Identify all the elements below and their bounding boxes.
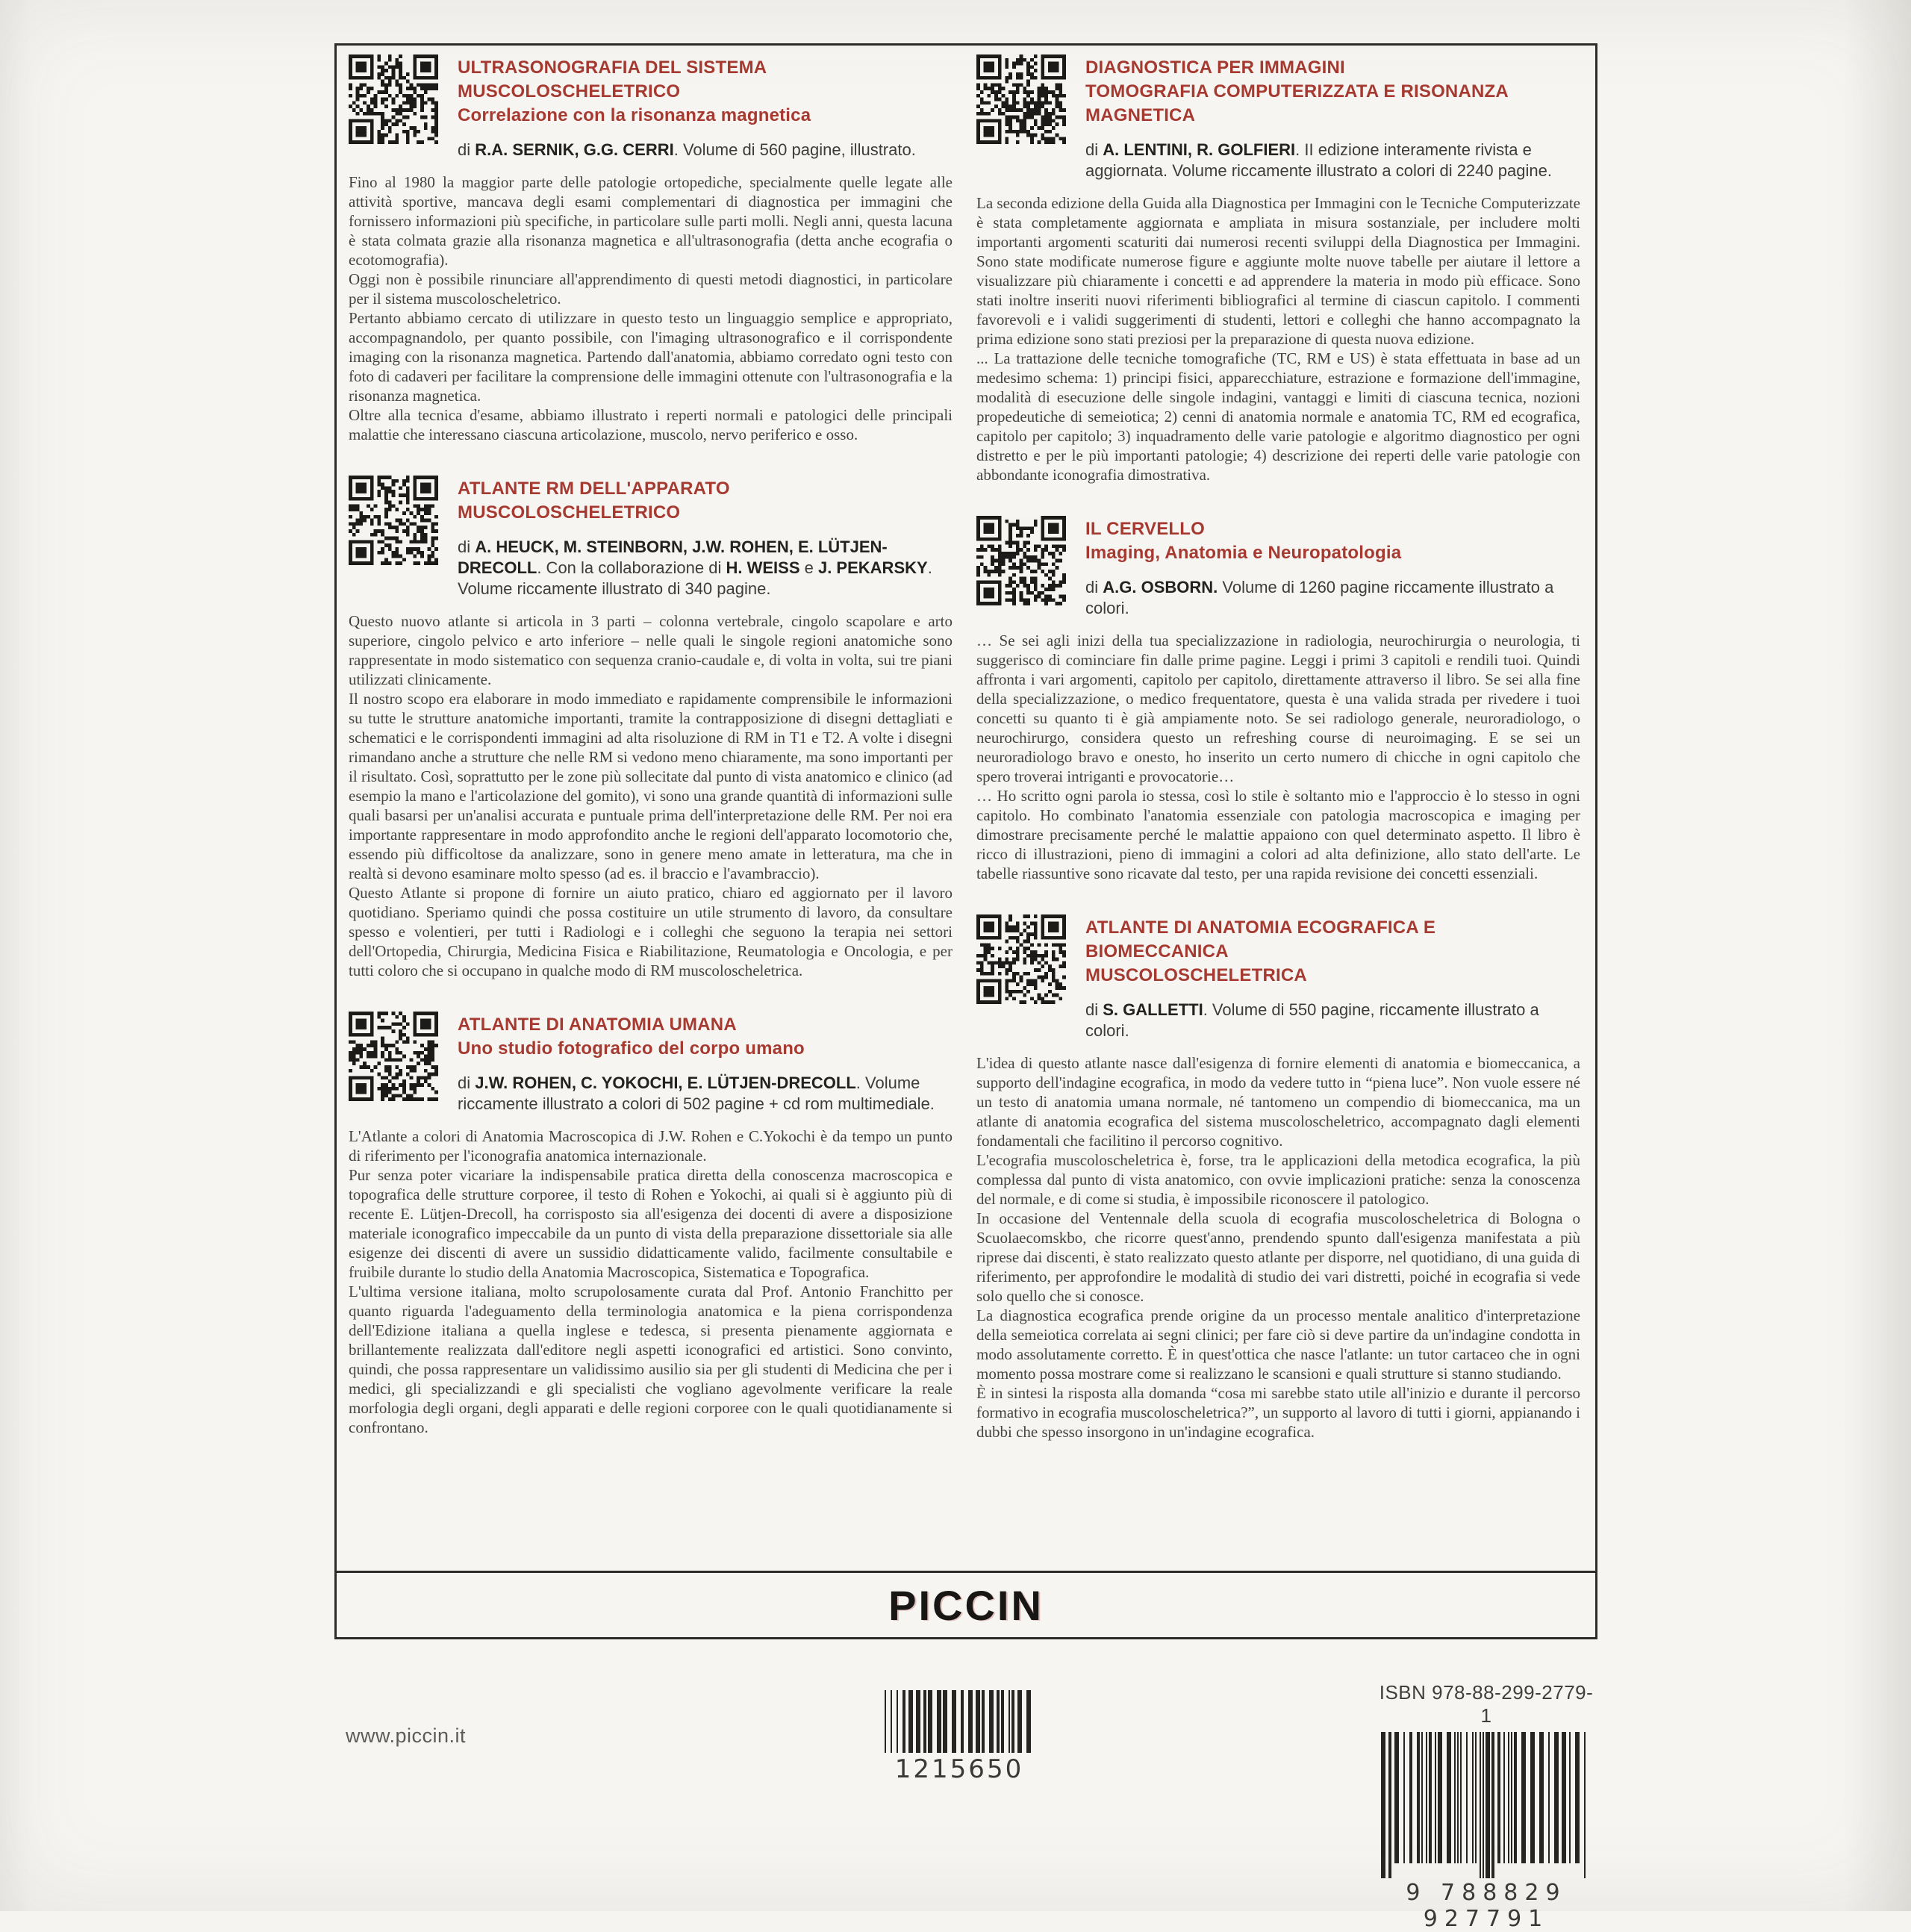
book-title: TOMOGRAFIA COMPUTERIZZATA E RISONANZA MAGNETICA — [1085, 81, 1509, 125]
book-head-text — [458, 476, 953, 599]
book-head — [976, 54, 1580, 181]
author-name: J.W. ROHEN, C. YOKOCHI, E. LÜTJEN-DRECOLL — [475, 1073, 856, 1092]
author-text: di — [1085, 1000, 1103, 1019]
book-paragraph: Questo nuovo atlante si articola in 3 parti – colonna vertebrale, cingolo scapolare e arto superiore, cingolo pelvico e arto inferiore – nelle quali le singole regioni anatomiche sono rappresentate in modo sistematico con sequenza cranio-caudale e, di volta in volta, sui tre piani utilizzati clinicamente. — [349, 612, 953, 688]
book-authors — [458, 1073, 953, 1115]
book-section — [976, 54, 1580, 484]
book-paragraph: L'idea di questo atlante nasce dall'esigenza di fornire elementi di anatomia e biomeccanica, a supporto dell'indagine ecografica, in modo da vedere tutto in “piena luce”. Non vuole essere né un testo di anatomia umana normale, né tantomeno un compendio di biomeccanica, ma un atlante di anatomia ecografica del sistema muscoloscheletrico, accompagnato dagli elementi fondamentali che facilitino il percorso cognitivo. — [976, 1054, 1580, 1150]
isbn-label: ISBN 978-88-299-2779-1 — [1379, 1681, 1594, 1727]
book-description — [976, 193, 1580, 484]
book-head — [976, 914, 1580, 1041]
qr-code-icon — [349, 1012, 438, 1101]
book-title: DIAGNOSTICA PER IMMAGINI — [1085, 57, 1345, 78]
book-paragraph: Pertanto abbiamo cercato di utilizzare in questo testo un linguaggio semplice e appropriato, accompagnandolo, per quanto possibile, con l'imaging ultrasonografico e il corrispondente imaging con la risonanza magnetica. Partendo dall'anatomia, abbiamo corredato ogni testo con foto di cadaveri per facilitare la comprensione delle immagini ottenute con l'ultrasonografia e la risonanza magnetica. — [349, 309, 953, 405]
book-section — [976, 914, 1580, 1442]
book-subtitle: Imaging, Anatomia e Neuropatologia — [1085, 543, 1402, 563]
author-text: di — [458, 1073, 476, 1092]
qr-code-icon — [349, 476, 438, 565]
author-text: di — [1085, 140, 1103, 159]
book-description — [349, 172, 953, 444]
book-subtitle: Correlazione con la risonanza magnetica — [458, 105, 811, 125]
book-paragraph: In occasione del Ventennale della scuola di ecografia muscoloscheletrica di Bologna o Scuolaecomskbo, che ricorre quest'anno, prendendo spunto dall'esigenza manifestata a più riprese dai discenti, è stato realizzato questo atlante per disporre, nel quotidiano, di una guida di riferimento, per approfondire le modalità di studio dei vari distretti, poiché in ecografia si vede solo quello che si conosce. — [976, 1209, 1580, 1305]
qr-code-icon — [976, 516, 1066, 605]
author-text: . Volume riccamente illustrato di 340 pagine. — [458, 558, 932, 598]
book-paragraph: Oggi non è possibile rinunciare all'apprendimento di questi metodi diagnostici, in particolare per il sistema muscoloscheletrico. — [349, 270, 953, 308]
book-title: ATLANTE RM DELL'APPARATO MUSCOLOSCHELETRICO — [458, 479, 730, 523]
book-head-text — [1085, 516, 1580, 619]
book-titles — [1085, 56, 1580, 128]
book-description — [976, 1053, 1580, 1442]
book-paragraph: La seconda edizione della Guida alla Diagnostica per Immagini con le Tecniche Computerizzate è stata completamente aggiornata e ampliata in misura sostanziale, per includere molti importanti argomenti scaturiti dai numerosi recenti sviluppi della Diagnostica per Immagini. Sono state modificate numerose figure e aggiunte molte nuove tabelle per aiutare il lettore a visualizzare più chiaramente i concetti e ad apprendere la materia in modo più efficace. Sono stati inoltre inseriti nuovi riferimenti bibliografici al termine di ciascun capitolo. I commenti favorevoli e i validi suggerimenti di studenti, lettori e colleghi che hanno accompagnato la prima edizione sono stati preziosi per la preparazione di questa nuova edizione. — [976, 194, 1580, 348]
book-head — [349, 54, 953, 161]
book-paragraph: L'ultima versione italiana, molto scrupolosamente curata dal Prof. Antonio Franchitto per quanto riguarda l'adeguamento della terminologia anatomica e la piena corrispondenza dell'Edizione italiana a quella inglese e tedesca, si presenta pienamente aggiornata e brillantemente realizzata dall'editore negli aspetti iconografici ed artistici. Sono convinto, quindi, che possa rappresentare un validissimo ausilio sia per gli studenti di Medicina che per i medici, gli specializzandi e gli specialisti che vogliano agevolmente verificare la reale morfologia degli organi, degli apparati e delle regioni corporee con le quali quotidianamente si confrontano. — [349, 1283, 953, 1436]
column-left — [349, 54, 953, 1442]
author-name: A. HEUCK, M. STEINBORN, J.W. ROHEN, E. LÜTJEN-DRECOLL — [458, 537, 888, 577]
author-text: . Volume di 550 pagine, riccamente illustrato a colori. — [1085, 1000, 1539, 1040]
book-authors — [458, 537, 953, 599]
author-text: e — [799, 558, 818, 577]
book-head — [349, 476, 953, 599]
order-code: 1215650 — [894, 1754, 1024, 1784]
website-url: www.piccin.it — [346, 1724, 467, 1747]
author-name: A. LENTINI, R. GOLFIERI — [1103, 140, 1296, 159]
book-paragraph: La diagnostica ecografica prende origine da un processo mentale analitico d'interpretazione della semeiotica correlata ai segni clinici; per fare ciò si deve partire da un'indagine condotta in modo assolutamente corretto. È in quest'ottica che nasce l'atlante: un tutor cartaceo che in ogni momento possa mostrare come si realizzano le scansioni e quali strutture si stanno studiando. — [976, 1306, 1580, 1383]
book-title: MUSCOLOSCHELETRICA — [1085, 965, 1307, 985]
book-section — [349, 476, 953, 980]
content-frame — [334, 43, 1597, 1639]
book-head-text — [458, 1012, 953, 1115]
piccin-logo: PICCIN — [888, 1581, 1044, 1629]
book-paragraph: Il nostro scopo era elaborare in modo immediato e rapidamente comprensibile le informazioni su tutte le strutture anatomiche importanti, tramite la contrapposizione di disegni dettagliati e schematici e le corrispondenti immagini ad alta risoluzione di RM in T1 e T2. A volte i disegni rimandano anche a strutture che nelle RM si vedono meno chiaramente, ma sono importanti per il risultato. Così, soprattutto per le zone più sollecitate dal punto di vista anatomico e clinico (ad esempio la mano e l'articolazione del gomito), vi sono una grande quantità di informazioni sulle quali basarsi per un'analisi accurata e puntuale prima dell'interpretazione delle RM. Per noi era importante rappresentare in modo approfondito anche le regioni dell'apparato locomotorio che, essendo più difficoltose da analizzare, sono in genere meno amate in letteratura, ma che in realtà si devono esaminare molto spesso (ad es. il braccio e l'avambraccio). — [349, 690, 953, 882]
book-title: ATLANTE DI ANATOMIA UMANA — [458, 1015, 737, 1035]
qr-code-icon — [976, 54, 1066, 144]
order-barcode — [881, 1690, 1038, 1784]
book-titles — [458, 56, 953, 128]
book-authors — [1085, 577, 1580, 619]
author-text: . Volume di 560 pagine, illustrato. — [673, 140, 916, 159]
book-description — [976, 631, 1580, 883]
book-section — [349, 54, 953, 444]
publisher-band — [334, 1571, 1597, 1639]
author-text: . Volume riccamente illustrato a colori di 502 pagine + cd rom multimediale. — [458, 1073, 935, 1113]
author-text: . II edizione interamente rivista e aggiornata. Volume riccamente illustrato a colori di 2240 pagine. — [1085, 140, 1552, 180]
book-title: ATLANTE DI ANATOMIA ECOGRAFICA E BIOMECCANICA — [1085, 917, 1436, 962]
author-text: . Con la collaborazione di — [537, 558, 726, 577]
author-name: J. PEKARSKY — [817, 558, 928, 577]
book-head-text — [458, 54, 953, 161]
book-paragraph: ... La trattazione delle tecniche tomografiche (TC, RM e US) è stata effettuata in base ad un medesimo schema: 1) principi fisici, apparecchiature, estrazione e formazione dell'immagine, modalità di esecuzione delle singole indagini, vantaggi e limiti di ciascuna tecnica, nozioni propedeutiche di semeiotica; 2) cenni di anatomia normale e anatomia TC, RM ed ecografica, capitolo per capitolo; 3) inquadramento delle varie patologie e algoritmo diagnostico per ogni distretto e per le più importanti patologie; 4) descrizione dei reperti delle varie patologie con abbondante iconografia dimostrativa. — [976, 349, 1580, 484]
isbn-block — [1378, 1681, 1594, 1932]
book-paragraph: L'ecografia muscoloscheletrica è, forse, tra le applicazioni della metodica ecografica, la più complessa dal punto di vista anatomico, con ovvie implicazioni pratiche: senza la conoscenza del normale, e di come si studia, è impossibile riconoscere il patologico. — [976, 1151, 1580, 1208]
book-head — [349, 1012, 953, 1115]
author-text: di — [458, 537, 476, 556]
book-authors — [1085, 140, 1580, 181]
book-paragraph: … Ho scritto ogni parola io stessa, così lo stile è soltanto mio e l'approccio è lo stesso in ogni capitolo. Ho combinato l'anatomia essenziale con patologia macroscopica e imaging per dimostrare precisamente perché le malattie appaiono con quel determinato aspetto. Il libro è ricco di illustrazioni, pieno di immagini a colori ad alta definizione, allo stato dell'arte. Le tabelle riassuntive sono ricavate dal testo, per una rapida revisione dei concetti essenziali. — [976, 787, 1580, 882]
book-titles — [1085, 916, 1580, 988]
book-authors — [458, 140, 953, 161]
book-section — [976, 516, 1580, 883]
book-subtitle: Uno studio fotografico del corpo umano — [458, 1038, 805, 1059]
author-text: Volume di 1260 pagine riccamente illustrato a colori. — [1085, 578, 1554, 617]
book-paragraph: Pur senza poter vicariare la indispensabile pratica diretta della conoscenza macroscopica e topografica delle strutture corporee, il testo di Rohen e Yokochi, ai quali si è aggiunto più di recente E. Lütjen-Drecoll, ha corrisposto sia all'esigenza dei docenti di avere a disposizione materiale iconografico impeccabile da un punto di vista della preparazione dissettoriale sia alle esigenze dei discenti di avere un sussidio didatticamente valido, facilmente consultabile e fruibile durante lo studio della Anatomia Macroscopica, Sistematica e Topografica. — [349, 1166, 953, 1281]
book-titles — [458, 1013, 953, 1061]
book-head-text — [1085, 54, 1580, 181]
book-title: ULTRASONOGRAFIA DEL SISTEMA MUSCOLOSCHELETRICO — [458, 57, 767, 102]
book-description — [349, 1127, 953, 1437]
book-titles — [458, 477, 953, 525]
column-right — [976, 54, 1580, 1442]
author-name: H. WEISS — [726, 558, 800, 577]
columns — [337, 46, 1595, 1442]
book-authors — [1085, 1000, 1580, 1041]
author-name: A.G. OSBORN. — [1103, 578, 1218, 596]
author-text: di — [1085, 578, 1103, 596]
book-section — [349, 1012, 953, 1437]
book-description — [349, 611, 953, 980]
qr-code-icon — [976, 914, 1066, 1004]
book-paragraph: … Se sei agli inizi della tua specializzazione in radiologia, neurochirurgia o neurologia, ti suggerisco di cominciare fin dalle prime pagine. Leggi i primi 3 capitoli e rendili tuoi. Quindi affronta i vari argomenti, capitolo per capitolo, direttamente attraverso il libro. Se sei alla fine della specializzazione, o medico frequentatore, questa è una valida strada per rivedere i tuoi concetti su quanto ti è già ampiamente noto. Se sei radiologo generale, neuroradiologo, o neurochirurgo, considera questo un refreshing course di neuroimaging. E se sei un neuroradiologo bravo e onesto, ho inserito un certo numero di chicche in ogni capitolo che spero troverai intriganti e provocatorie… — [976, 632, 1580, 785]
author-text: di — [458, 140, 476, 159]
isbn-barcode-bars-icon — [1378, 1732, 1594, 1878]
order-barcode-bars-icon — [881, 1690, 1038, 1753]
author-name: R.A. SERNIK, G.G. CERRI — [475, 140, 674, 159]
author-name: S. GALLETTI — [1103, 1000, 1203, 1019]
book-title: IL CERVELLO — [1085, 519, 1206, 539]
book-paragraph: Fino al 1980 la maggior parte delle patologie ortopediche, specialmente quelle legate alle attività sportive, mancava degli esami complementari di diagnostica per immagini che fornissero informazioni più specifiche, in particolare sulle parti molli. Negli anni, questa lacuna è stata colmata grazie alla risonanza magnetica e all'ultrasonografia (detta anche ecografia o ecotomografia). — [349, 173, 953, 269]
book-head — [976, 516, 1580, 619]
isbn-digits: 9 788829 927791 — [1406, 1880, 1567, 1932]
book-paragraph: Questo Atlante si propone di fornire un aiuto pratico, chiaro ed aggiornato per il lavoro quotidiano. Speriamo quindi che possa costituire un utile strumento di lavoro, da consultare spesso e volentieri, per tutti i Radiologi e i colleghi che seguono la terapia nei settori dell'Ortopedia, Chirurgia, Medicina Fisica e Riabilitazione, Reumatologia e Oncologia, e per tutti coloro che si occupano in qualche modo di RM muscoloscheletrica. — [349, 884, 953, 979]
qr-code-icon — [349, 54, 438, 144]
book-paragraph: L'Atlante a colori di Anatomia Macroscopica di J.W. Rohen e C.Yokochi è da tempo un punto di riferimento per l'iconografia anatomica internazionale. — [349, 1127, 953, 1165]
book-titles — [1085, 517, 1580, 565]
book-paragraph: Oltre alla tecnica d'esame, abbiamo illustrato i reperti normali e patologici delle principali malattie che interessano ciascuna articolazione, muscolo, nervo periferico e osso. — [349, 406, 953, 443]
book-paragraph: È in sintesi la risposta alla domanda “cosa mi sarebbe stato utile all'inizio e durante il percorso formativo in ecografia muscoloscheletrica?”, un supporto al lavoro di tutti i giorni, appianando i dubbi che spesso insorgono in un'indagine ecografica. — [976, 1384, 1580, 1441]
book-head-text — [1085, 914, 1580, 1041]
